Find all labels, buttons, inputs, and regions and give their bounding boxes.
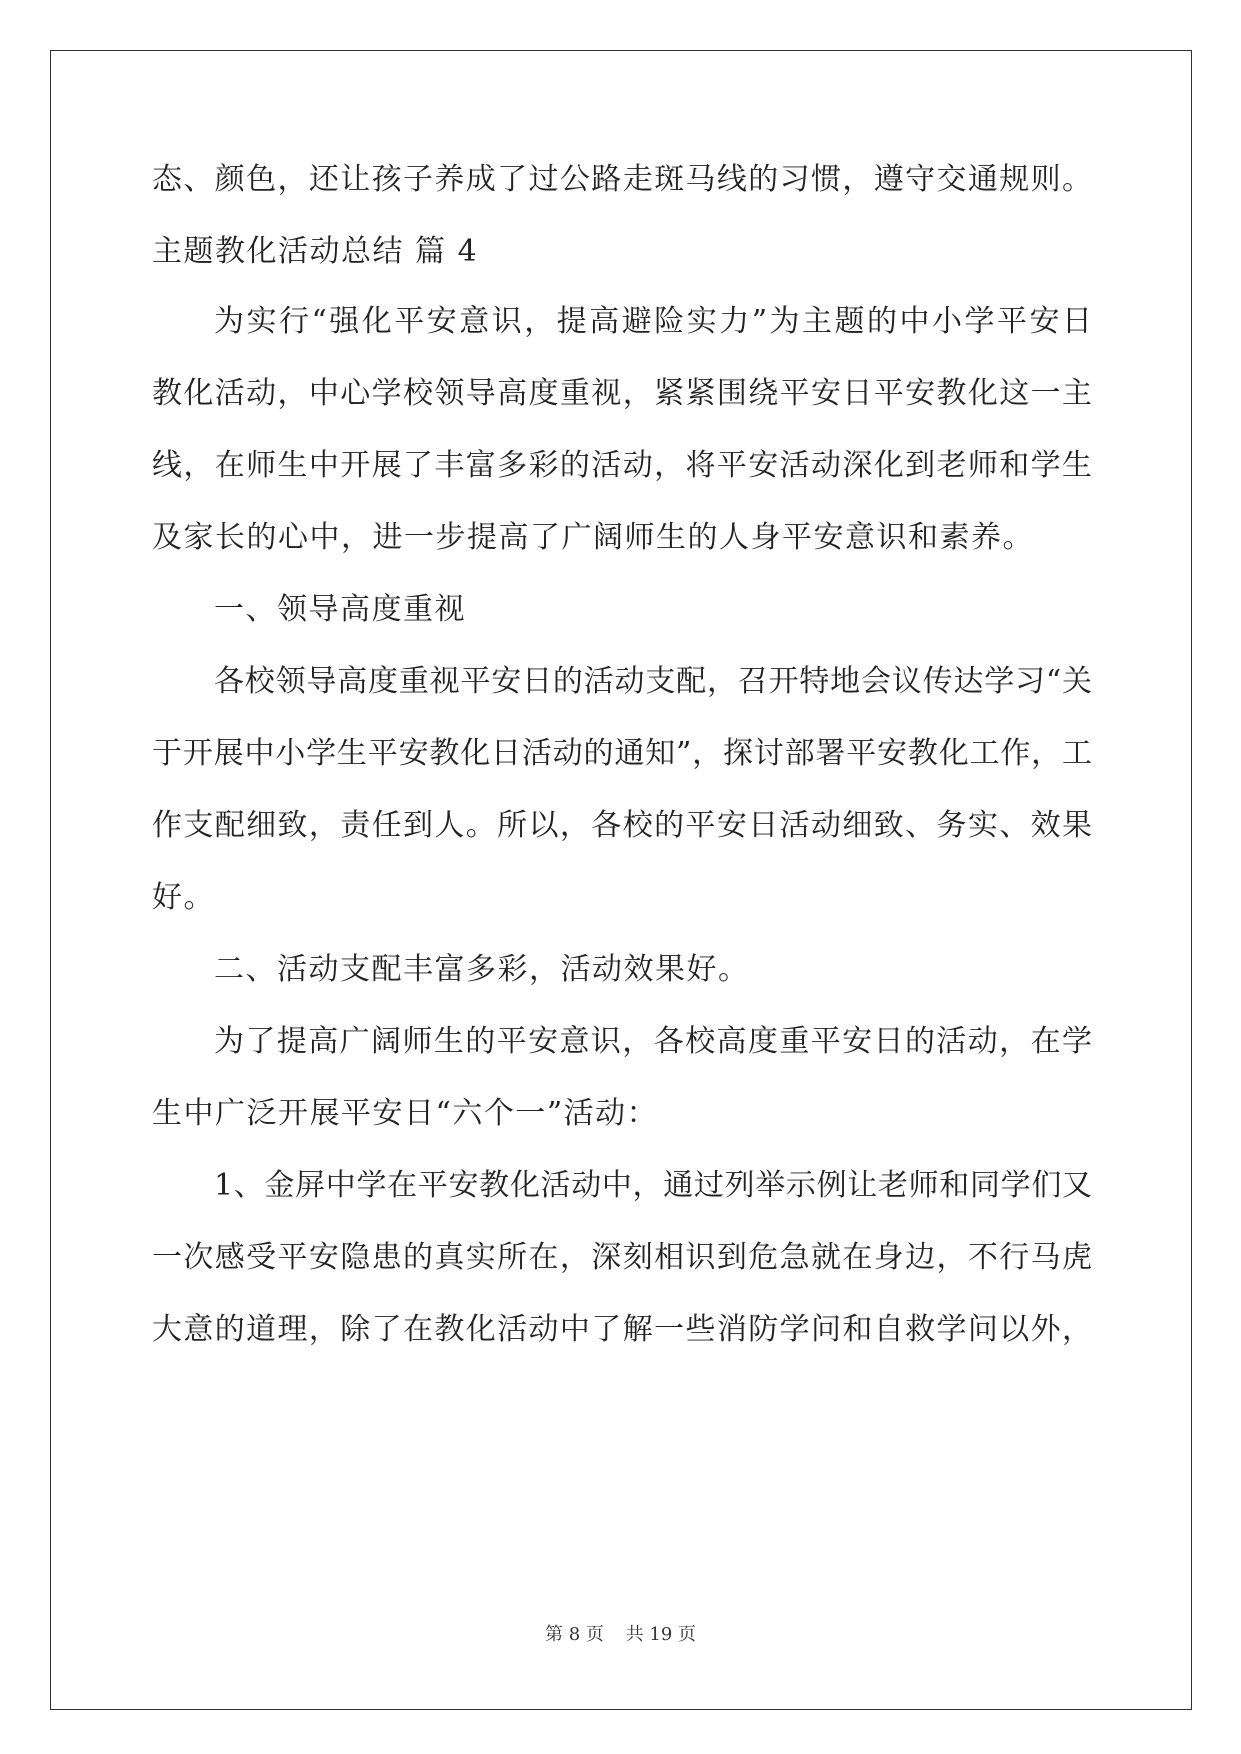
subheading: 一、领导高度重视: [214, 592, 466, 627]
text-line: 为了提高广阔师生的平安意识，各校高度重平安日的活动，在学: [214, 1024, 1092, 1059]
text-line: 为实行“强化平安意识，提高避险实力”为主题的中小学平安日: [214, 304, 1092, 339]
text-line: 态、颜色，还让孩子养成了过公路走斑马线的习惯，遵守交通规则。: [152, 162, 1092, 197]
section-heading: 主题教化活动总结 篇 4: [152, 234, 479, 269]
subheading: 二、活动支配丰富多彩，活动效果好。: [214, 952, 750, 987]
text-line: 线，在师生中开展了丰富多彩的活动，将平安活动深化到老师和学生: [152, 448, 1092, 483]
text-line: 大意的道理，除了在教化活动中了解一些消防学问和自救学问以外，: [152, 1312, 1092, 1347]
text-line: 1、金屏中学在平安教化活动中，通过列举示例让老师和同学们又: [214, 1168, 1092, 1203]
text-line: 作支配细致，责任到人。所以，各校的平安日活动细致、务实、效果: [152, 808, 1092, 843]
text-line: 生中广泛开展平安日“六个一”活动：: [152, 1096, 659, 1131]
page-footer: [0, 1620, 1241, 1646]
text-line: 及家长的心中，进一步提高了广阔师生的人身平安意识和素养。: [152, 520, 1034, 555]
text-line: 好。: [152, 880, 215, 915]
text-line: 于开展中小学生平安教化日活动的通知”，探讨部署平安教化工作，工: [152, 736, 1092, 771]
page-total: 共 19 页: [625, 1624, 696, 1645]
page-number: 第 8 页: [545, 1624, 604, 1645]
text-line: 各校领导高度重视平安日的活动支配，召开特地会议传达学习“关: [214, 664, 1092, 699]
text-line: 一次感受平安隐患的真实所在，深刻相识到危急就在身边，不行马虎: [152, 1240, 1092, 1275]
text-line: 教化活动，中心学校领导高度重视，紧紧围绕平安日平安教化这一主: [152, 376, 1092, 411]
